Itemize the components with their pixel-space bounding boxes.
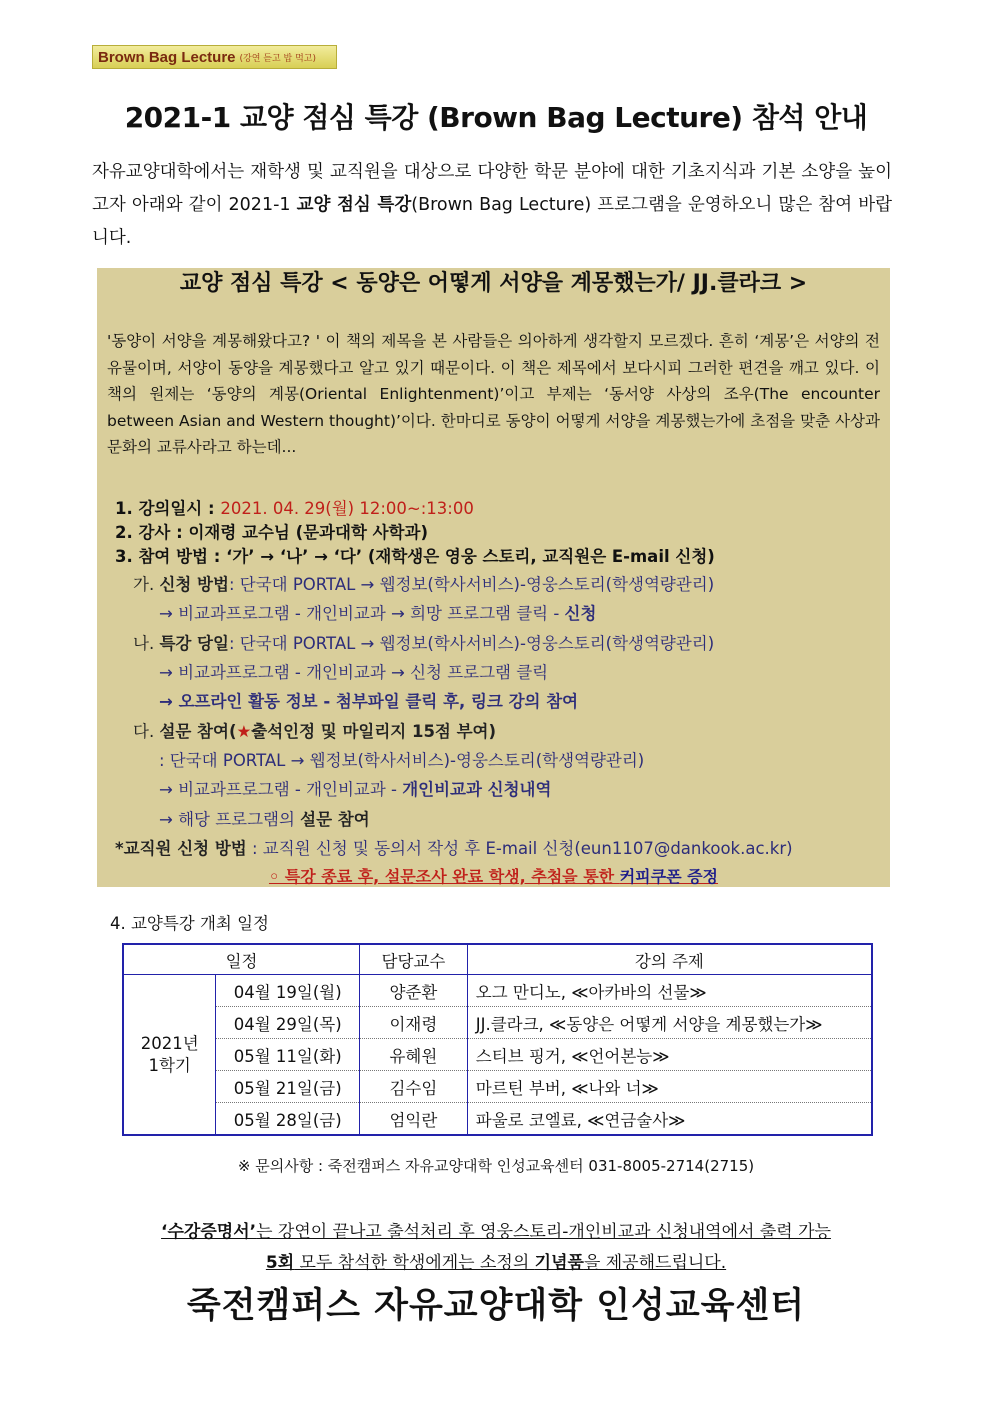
semester-line: 2021년 <box>140 1033 199 1053</box>
staff-text: : 교직원 신청 및 동의서 작성 후 E-mail 신청(eun1107@dankook.ac.kr) <box>246 839 793 858</box>
date-cell: 05월 11일(화) <box>216 1039 360 1071</box>
item-lecturer: 2. 강사 : 이재령 교수님 (문과대학 사학과) <box>115 523 428 542</box>
topic-cell: 스티브 핑거, ≪언어본능≫ <box>467 1039 872 1071</box>
step-da-title-b: 출석인정 및 마일리지 15점 부여) <box>251 722 497 741</box>
staff-application <box>115 835 793 859</box>
step-da-prefix: 다. <box>133 722 160 741</box>
professor-cell: 유혜원 <box>360 1039 468 1071</box>
certificate-notice-bold: ‘수강증명서’ <box>161 1222 257 1242</box>
badge-title: Brown Bag Lecture <box>98 48 236 66</box>
professor-cell: 양준환 <box>360 975 468 1007</box>
gift-notice-count: 5회 <box>265 1253 295 1273</box>
step-na-text: : 단국대 PORTAL → 웹정보(학사서비스)-영웅스토리(학생역량관리) <box>228 634 715 653</box>
professor-cell: 이재령 <box>360 1007 468 1039</box>
intro-text-a: 자유교양대학에서는 재학생 및 교직원을 대상으로 다양한 학문 분야에 대한 기초지식과 기본 소양을 높이고자 아래와 같이 2021-1 <box>92 162 892 215</box>
step-ga-title: 신청 방법 <box>159 575 229 594</box>
step-ga-line2 <box>159 600 596 624</box>
step-na-title: 특강 당일 <box>159 634 229 653</box>
professor-cell: 엄익란 <box>360 1103 468 1136</box>
table-row <box>123 1071 872 1103</box>
date-cell: 05월 21일(금) <box>216 1071 360 1103</box>
step-ga <box>133 571 714 595</box>
organization-name: 죽전캠퍼스 자유교양대학 인성교육센터 <box>186 1286 806 1326</box>
badge-subtitle: (강연 듣고 밥 먹고) <box>239 53 316 64</box>
coupon-notice-text: ◦ 특강 종료 후, 설문조사 완료 학생, 추첨을 통한 <box>268 867 620 886</box>
item-lecture-date <box>115 495 474 519</box>
step-ga-text: : 단국대 PORTAL → 웹정보(학사서비스)-영웅스토리(학생역량관리) <box>228 575 715 594</box>
step-da <box>133 718 496 742</box>
brown-bag-badge <box>92 45 337 69</box>
gift-notice <box>0 1248 992 1273</box>
item-participation: 3. 참여 방법 : ‘가’ → ‘나’ → ‘다’ (재학생은 영웅 스토리, 교직원은 E-mail 신청) <box>115 547 715 566</box>
gift-notice-gift: 기념품 <box>534 1253 584 1273</box>
header-schedule: 일정 <box>123 944 360 975</box>
step-ga-line2-bold: 신청 <box>564 604 597 623</box>
staff-title: 교직원 신청 방법 <box>123 839 247 858</box>
step-da-line4-text: → 해당 프로그램의 <box>159 810 301 829</box>
page-title: 2021-1 교양 점심 특강 (Brown Bag Lecture) 참석 안내 <box>124 101 868 134</box>
book-description: '동양이 서양을 계몽해왔다고? ' 이 책의 제목을 본 사람들은 의아하게 생각할지 모르겠다. 흔히 ‘계몽’은 서양의 전유물이며, 서양이 동양을 계몽했다고 알고 있기 때문이다. 이 책은 제목에서 보다시피 그러한 편견을 깨고 있다. 이 책의 원제는 ‘동양의 계몽(Oriental Enlightenment)’이고 부제는 ‘동서양 사상의 조우(The encounter between Asian and Western thought)’이다. 한마디로 동양이 어떻게 서양을 계몽했는가에 초점을 맞춘 사상과 문화의 교류사라고 하는데... <box>107 332 880 456</box>
item-lecture-date-label: 1. 강의일시 : <box>115 499 221 518</box>
intro-text-bold: 교양 점심 특강 <box>296 195 412 215</box>
table-row <box>123 975 872 1007</box>
topic-cell: 마르틴 부버, ≪나와 너≫ <box>467 1071 872 1103</box>
step-na-line2: → 비교과프로그램 - 개인비교과 → 신청 프로그램 클릭 <box>159 663 549 682</box>
table-row <box>123 1103 872 1136</box>
step-da-line4-bold: 설문 참여 <box>300 810 370 829</box>
semester-line: 1학기 <box>148 1055 191 1075</box>
step-da-title-a: 설문 참여( <box>159 722 237 741</box>
schedule-header-row <box>123 944 872 975</box>
coupon-notice <box>97 864 890 887</box>
header-topic: 강의 주제 <box>467 944 872 975</box>
contact-info: ※ 문의사항 : 죽전캠퍼스 자유교양대학 인성교육센터 031-8005-2714(2715) <box>237 1157 755 1175</box>
certificate-notice-text: 는 강연이 끝나고 출석처리 후 영웅스토리-개인비교과 신청내역에서 출력 가능 <box>256 1222 831 1242</box>
professor-cell: 김수임 <box>360 1071 468 1103</box>
box-title: 교양 점심 특강 < 동양은 어떻게 서양을 계몽했는가/ JJ.클라크 > <box>179 271 808 296</box>
staff-asterisk: * <box>115 839 124 858</box>
step-na-prefix: 나. <box>133 634 160 653</box>
intro-text-c: (Brown Bag Lecture) 프로그램을 운영하오니 많은 참여 바랍니다. <box>92 195 892 248</box>
topic-cell: 오그 만디노, ≪아카바의 선물≫ <box>467 975 872 1007</box>
step-na <box>133 630 714 654</box>
step-da-line3-bold: 개인비교과 신청내역 <box>402 780 552 799</box>
step-da-line3 <box>159 776 551 800</box>
certificate-notice <box>0 1217 992 1242</box>
semester-cell <box>123 975 216 1136</box>
step-na-line3: → 오프라인 활동 정보 - 첨부파일 클릭 후, 링크 강의 참여 <box>159 692 579 711</box>
step-da-line2: : 단국대 PORTAL → 웹정보(학사서비스)-영웅스토리(학생역량관리) <box>159 751 645 770</box>
date-cell: 05월 28일(금) <box>216 1103 360 1136</box>
step-ga-line2-text: → 비교과프로그램 - 개인비교과 → 희망 프로그램 클릭 - <box>159 604 565 623</box>
item-lecture-date-value: 2021. 04. 29(월) 12:00~:13:00 <box>220 499 474 518</box>
table-row <box>123 1039 872 1071</box>
coupon-notice-highlight: 커피쿠폰 증정 <box>619 867 719 886</box>
topic-cell: JJ.클라크, ≪동양은 어떻게 서양을 계몽했는가≫ <box>467 1007 872 1039</box>
header-professor: 담당교수 <box>360 944 468 975</box>
step-da-line4 <box>159 806 370 830</box>
schedule-table <box>122 943 873 1136</box>
date-cell: 04월 19일(월) <box>216 975 360 1007</box>
step-ga-prefix: 가. <box>133 575 160 594</box>
gift-notice-text-b: 을 제공해드립니다. <box>583 1253 727 1273</box>
step-da-line3-text: → 비교과프로그램 - 개인비교과 - <box>159 780 403 799</box>
topic-cell: 파울로 코엘료, ≪연금술사≫ <box>467 1103 872 1136</box>
gift-notice-text-a: 모두 참석한 학생에게는 소정의 <box>294 1253 535 1273</box>
star-icon: ★ <box>236 722 252 741</box>
table-row <box>123 1007 872 1039</box>
intro-paragraph <box>92 156 892 255</box>
lecture-info-box <box>97 268 890 887</box>
date-cell: 04월 29일(목) <box>216 1007 360 1039</box>
schedule-heading: 4. 교양특강 개최 일정 <box>110 914 269 933</box>
